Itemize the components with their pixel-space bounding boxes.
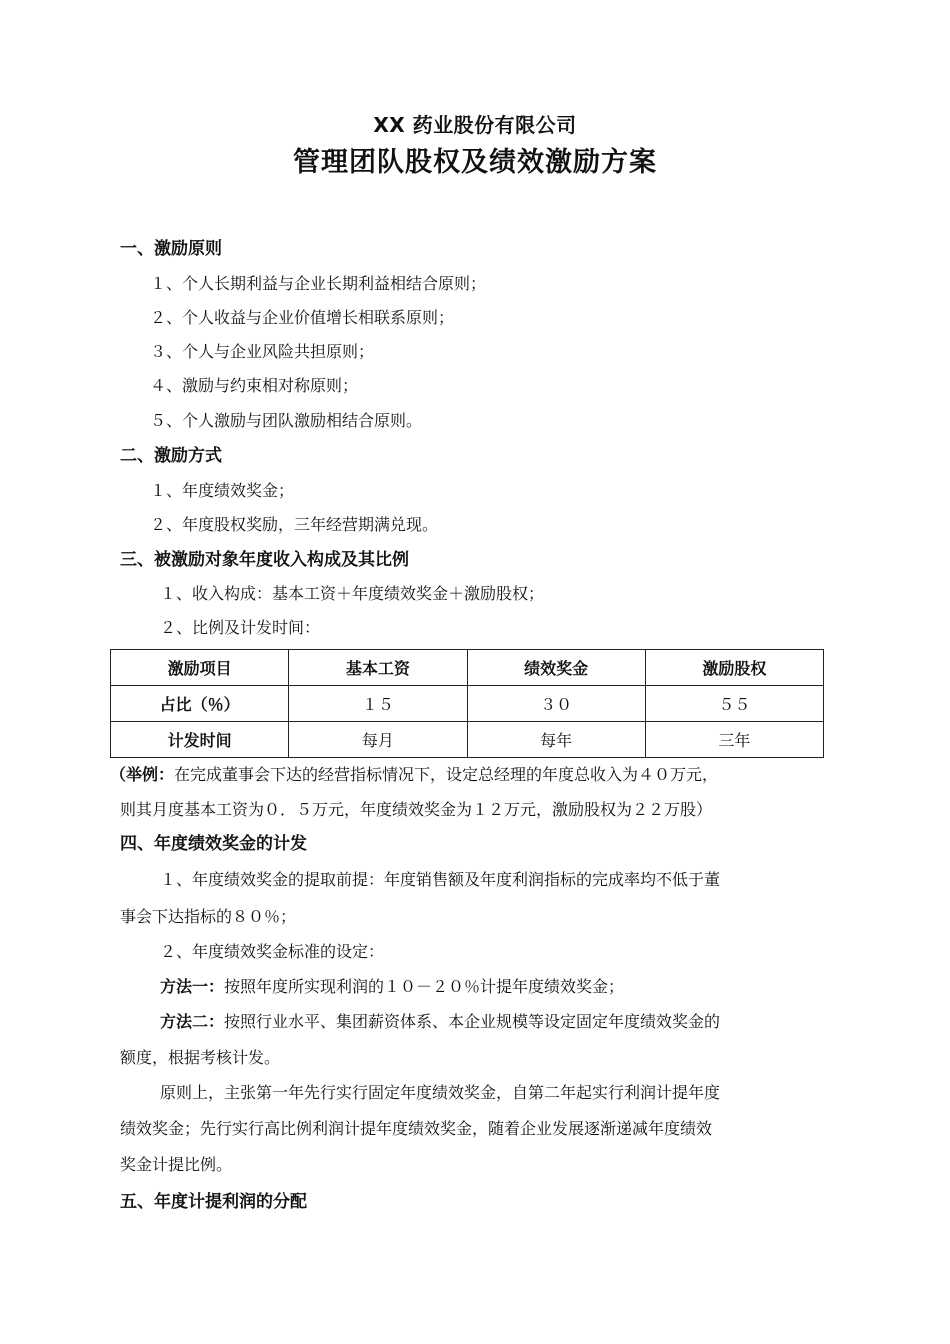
- principle-paragraph-line-3: 奖金计提比例。: [120, 1155, 233, 1174]
- table-header-cell: 激励项目: [111, 650, 289, 686]
- method-item-2: ２、年度股权奖励，三年经营期满兑现。: [150, 515, 439, 534]
- table-cell: １５: [289, 686, 467, 722]
- table-cell: ５５: [645, 686, 823, 722]
- table-cell: ３０: [467, 686, 645, 722]
- table-header-cell: 绩效奖金: [467, 650, 645, 686]
- section-3-heading: 三、被激励对象年度收入构成及其比例: [120, 550, 409, 570]
- company-name: XX 药业股份有限公司: [373, 113, 577, 137]
- income-item-1: １、收入构成：基本工资＋年度绩效奖金＋激励股权；: [160, 584, 545, 603]
- method-2-line-1: [160, 1005, 870, 1039]
- method-2-label: 方法二：: [160, 1012, 225, 1031]
- section-4-heading: 四、年度绩效奖金的计发: [120, 834, 307, 854]
- method-2-line-2: 额度，根据考核计发。: [120, 1048, 281, 1067]
- method-1: [160, 970, 870, 1004]
- example-line-1: [110, 758, 830, 792]
- table-row: [111, 686, 824, 722]
- principle-paragraph-line-1: 原则上，主张第一年先行实行固定年度绩效奖金，自第二年起实行利润计提年度: [160, 1083, 721, 1102]
- table-header-cell: 激励股权: [645, 650, 823, 686]
- principle-item-4: ４、激励与约束相对称原则；: [150, 376, 359, 395]
- table-row-label: 占比（％）: [111, 686, 289, 722]
- section-2-heading: 二、激励方式: [120, 446, 222, 466]
- section-1-heading: 一、激励原则: [120, 239, 222, 259]
- method-1-text: 按照年度所实现利润的１０－２０％计提年度绩效奖金；: [224, 977, 625, 996]
- income-item-2: ２、比例及计发时间：: [160, 618, 321, 637]
- principle-item-5: ５、个人激励与团队激励相结合原则。: [150, 411, 423, 430]
- principle-item-3: ３、个人与企业风险共担原则；: [150, 342, 375, 361]
- example-text-1: 在完成董事会下达的经营指标情况下，设定总经理的年度总收入为４０万元，: [174, 765, 719, 784]
- principle-paragraph-line-2: 绩效奖金；先行实行高比例利润计提年度绩效奖金，随着企业发展逐渐递减年度绩效: [120, 1119, 713, 1138]
- method-2-text: 按照行业水平、集团薪资体系、本企业规模等设定固定年度绩效奖金的: [224, 1012, 721, 1031]
- table-row: [111, 722, 824, 758]
- table-cell: 每月: [289, 722, 467, 758]
- bonus-item-1-line-1: １、年度绩效奖金的提取前提：年度销售额及年度利润指标的完成率均不低于董: [160, 870, 721, 889]
- principle-item-1: １、个人长期利益与企业长期利益相结合原则；: [150, 274, 487, 293]
- table-row-label: 计发时间: [111, 722, 289, 758]
- table-header-row: [111, 650, 824, 686]
- bonus-item-2: ２、年度绩效奖金标准的设定：: [160, 942, 385, 961]
- table-cell: 三年: [645, 722, 823, 758]
- method-item-1: １、年度绩效奖金；: [150, 481, 295, 500]
- document-title: 管理团队股权及绩效激励方案: [293, 147, 657, 178]
- table-cell: 每年: [467, 722, 645, 758]
- method-1-label: 方法一：: [160, 977, 225, 996]
- example-label: （举例：: [110, 765, 175, 784]
- section-5-heading: 五、年度计提利润的分配: [120, 1192, 307, 1212]
- principle-item-2: ２、个人收益与企业价值增长相联系原则；: [150, 308, 455, 327]
- example-line-2: 则其月度基本工资为０．５万元，年度绩效奖金为１２万元，激励股权为２２万股）: [120, 800, 713, 819]
- ratio-table: [110, 649, 824, 758]
- bonus-item-1-line-2: 事会下达指标的８０％；: [120, 907, 297, 926]
- table-header-cell: 基本工资: [289, 650, 467, 686]
